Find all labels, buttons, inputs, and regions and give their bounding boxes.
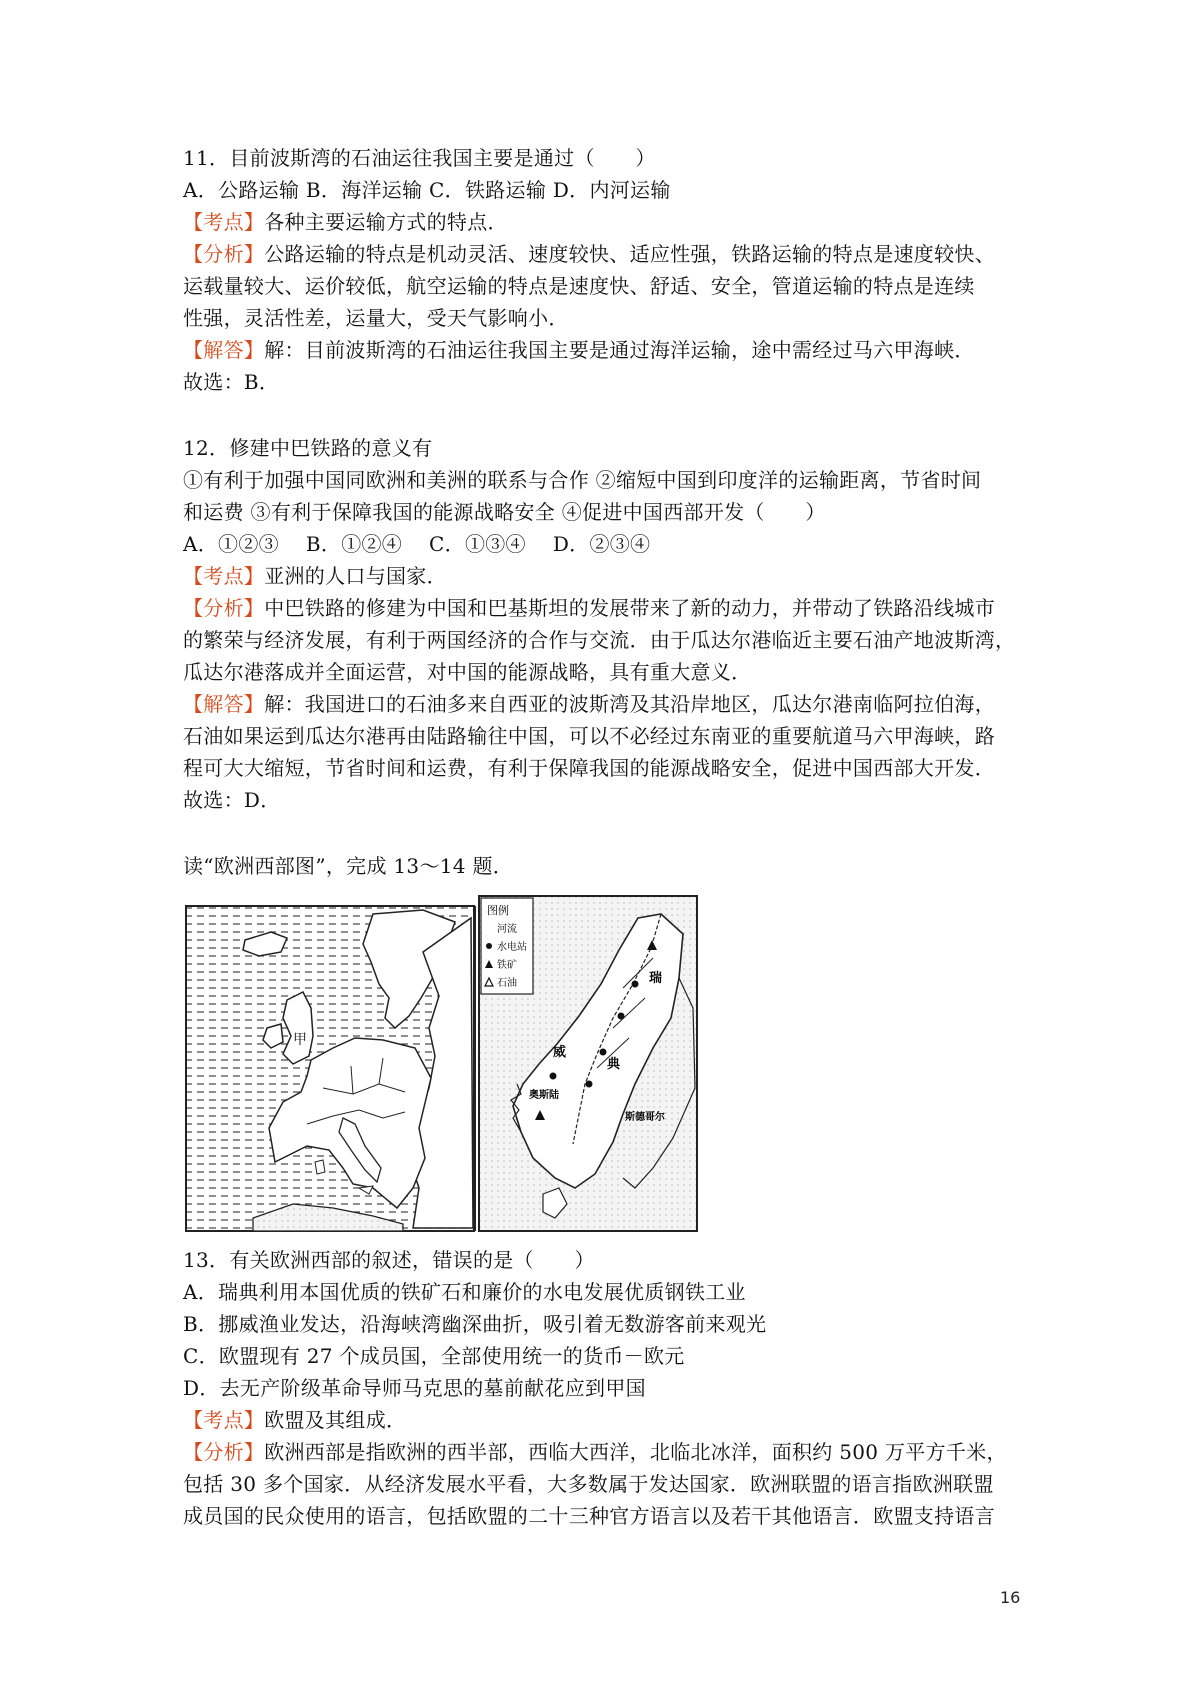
q12-stem: 12．修建中巴铁路的意义有 <box>183 436 433 460</box>
fenxi-text: 欧洲西部是指欧洲的西半部，西临大西洋，北临北冰洋，面积约 500 万平方千米， <box>264 1440 1007 1464</box>
map-label-oslo: 奥斯陆 <box>529 1090 559 1101</box>
q12-stem-line-1: ①有利于加强中国同欧洲和美洲的联系与合作 ②缩短中国到印度洋的运输距离，节省时间 <box>183 468 982 492</box>
q13-fenxi-line-3: 成员国的民众使用的语言，包括欧盟的二十三种官方语言以及若干其他语言．欧盟支持语言 <box>183 1504 995 1528</box>
q12-options: A．①②③ B．①②④ C．①③④ D．②③④ <box>183 532 651 556</box>
kaodian-text: 各种主要运输方式的特点． <box>264 210 508 234</box>
map-left-panel <box>186 906 474 1231</box>
map-intro: 读“欧洲西部图”，完成 13～14 题． <box>183 854 514 878</box>
legend-oil: 石油 <box>497 978 517 989</box>
legend-iron: 铁矿 <box>497 960 517 971</box>
map-label-jia: 甲 <box>293 1032 307 1048</box>
map-label-wei: 威 <box>553 1045 567 1060</box>
q13-option-d: D．去无产阶级革命导师马克思的墓前献花应到甲国 <box>183 1376 646 1400</box>
q12-jieda-line-1 <box>183 688 1043 720</box>
kaodian-tag: 【考点】 <box>183 1408 265 1432</box>
legend-title: 图例 <box>487 904 509 917</box>
spacer <box>183 816 1043 850</box>
q11-fenxi-line-3: 性强，灵活性差，运量大，受天气影响小． <box>183 306 569 330</box>
q11-kaodian <box>183 206 1043 238</box>
q12-kaodian <box>183 560 1043 592</box>
kaodian-text: 欧盟及其组成． <box>264 1408 407 1432</box>
jieda-text: 解：目前波斯湾的石油运往我国主要是通过海洋运输，途中需经过马六甲海峡． <box>264 338 975 362</box>
fenxi-tag: 【分析】 <box>183 242 265 266</box>
q13-option-b: B．挪威渔业发达，沿海峡湾幽深曲折，吸引着无数游客前来观光 <box>183 1312 767 1336</box>
legend-hydro: 水电站 <box>497 942 527 953</box>
q12-answer: 故选：D． <box>183 788 281 812</box>
q11-jieda <box>183 334 1043 366</box>
q11-stem: 11．目前波斯湾的石油运往我国主要是通过（ ） <box>183 146 656 170</box>
spacer <box>183 398 1043 432</box>
q13-fenxi-line-1 <box>183 1436 1043 1468</box>
q12-jieda-line-2: 石油如果运到瓜达尔港再由陆路输往中国，可以不必经过东南亚的重要航道马六甲海峡，路 <box>183 724 995 748</box>
fenxi-tag: 【分析】 <box>183 596 265 620</box>
q13-fenxi-line-2: 包括 30 多个国家．从经济发展水平看，大多数属于发达国家．欧洲联盟的语言指欧洲联盟 <box>183 1472 994 1496</box>
q11-fenxi-line-2: 运载量较大、运价较低，航空运输的特点是速度快、舒适、安全，管道运输的特点是连续 <box>183 274 975 298</box>
map-label-rui: 瑞 <box>649 971 663 986</box>
jieda-text: 解：我国进口的石油多来自西亚的波斯湾及其沿岸地区，瓜达尔港南临阿拉伯海， <box>264 692 996 716</box>
q11-answer: 故选：B． <box>183 370 280 394</box>
q12-fenxi-line-3: 瓜达尔港落成并全面运营，对中国的能源战略，具有重大意义． <box>183 660 752 684</box>
q12-fenxi-line-2: 的繁荣与经济发展，有利于两国经济的合作与交流．由于瓜达尔港临近主要石油产地波斯湾， <box>183 628 1016 652</box>
legend-river: 河流 <box>497 924 517 935</box>
map-label-dian: 典 <box>607 1057 621 1072</box>
kaodian-text: 亚洲的人口与国家． <box>264 564 447 588</box>
q13-option-a: A．瑞典利用本国优质的铁矿石和廉价的水电发展优质钢铁工业 <box>183 1280 746 1304</box>
map-right-panel <box>479 896 697 1231</box>
fenxi-tag: 【分析】 <box>183 1440 265 1464</box>
hydro-station-icon <box>486 943 492 949</box>
page-number: 16 <box>1000 1588 1021 1607</box>
q12-jieda-line-3: 程可大大缩短，节省时间和运费，有利于保障我国的能源战略安全，促进中国西部大开发． <box>183 756 995 780</box>
q13-option-c: C．欧盟现有 27 个成员国，全部使用统一的货币－欧元 <box>183 1344 685 1368</box>
kaodian-tag: 【考点】 <box>183 564 265 588</box>
page-content <box>183 142 1043 1532</box>
jieda-tag: 【解答】 <box>183 692 265 716</box>
q11-options: A．公路运输 B．海洋运输 C．铁路运输 D．内河运输 <box>183 178 671 202</box>
q12-fenxi-line-1 <box>183 592 1043 624</box>
map-figure <box>183 888 703 1238</box>
q11-fenxi-line-1 <box>183 238 1043 270</box>
q13-kaodian <box>183 1404 1043 1436</box>
fenxi-text: 中巴铁路的修建为中国和巴基斯坦的发展带来了新的动力，并带动了铁路沿线城市 <box>264 596 996 620</box>
kaodian-tag: 【考点】 <box>183 210 265 234</box>
fenxi-text: 公路运输的特点是机动灵活、速度较快、适应性强，铁路运输的特点是速度较快、 <box>264 242 996 266</box>
q12-stem-line-2: 和运费 ③有利于保障我国的能源战略安全 ④促进中国西部开发（ ） <box>183 500 826 524</box>
europe-west-map <box>183 888 703 1238</box>
jieda-tag: 【解答】 <box>183 338 265 362</box>
map-label-stockholm: 斯德哥尔 <box>625 1112 665 1123</box>
q13-stem: 13．有关欧洲西部的叙述，错误的是（ ） <box>183 1248 595 1272</box>
